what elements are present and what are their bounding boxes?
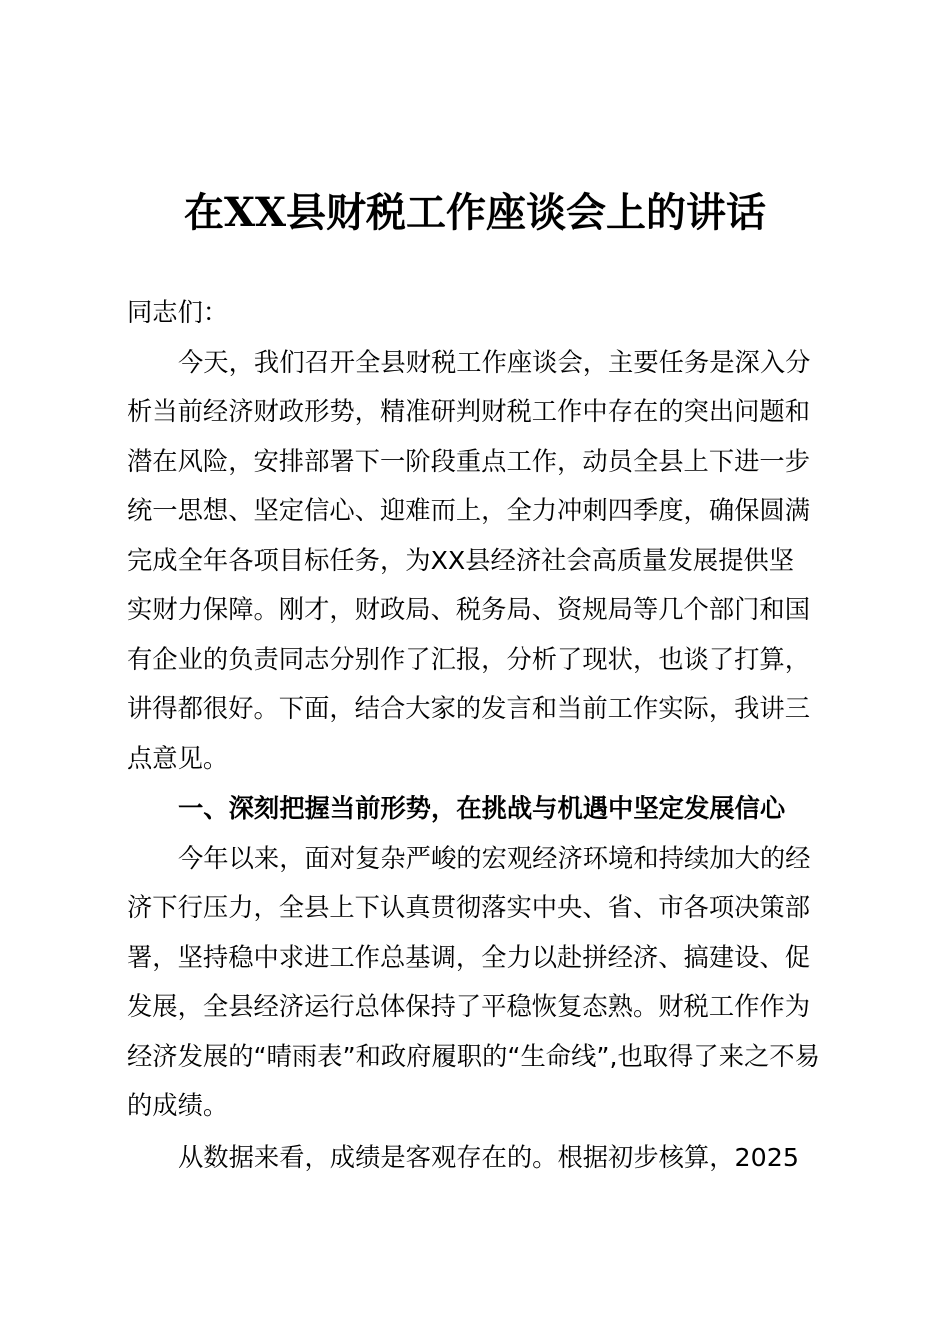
- paragraph-line: 发展，全县经济运行总体保持了平稳恢复态熟。财税工作作为: [127, 992, 811, 1021]
- document-title: 在XX县财税工作座谈会上的讲话: [183, 189, 767, 236]
- paragraph-line: 讲得都很好。下面，结合大家的发言和当前工作实际，我讲三: [127, 694, 811, 723]
- paragraph-line: 潜在风险，安排部署下一阶段重点工作，动员全县上下进一步: [127, 447, 811, 476]
- salutation: 同志们：: [127, 298, 229, 327]
- paragraph-line: 析当前经济财政形势，精准研判财税工作中存在的突出问题和: [127, 397, 811, 426]
- paragraph-line: 有企业的负责同志分别作了汇报，分析了现状，也谈了打算，: [127, 645, 811, 674]
- paragraph-line: 实财力保障。刚才，财政局、税务局、资规局等几个部门和国: [127, 595, 811, 624]
- paragraph-line: 今年以来，面对复杂严峻的宏观经济环境和持续加大的经: [178, 844, 811, 873]
- paragraph-line: 点意见。: [127, 744, 229, 773]
- paragraph-line: 济下行压力，全县上下认真贯彻落实中央、省、市各项决策部: [127, 893, 811, 922]
- paragraph-line: 统一思想、坚定信心、迎难而上，全力冲刺四季度，确保圆满: [127, 496, 811, 525]
- section-heading: 一、深刻把握当前形势，在挑战与机遇中坚定发展信心: [178, 794, 786, 823]
- paragraph-line: 完成全年各项目标任务，为XX县经济社会高质量发展提供坚: [127, 546, 795, 575]
- paragraph-line: 署，坚持稳中求进工作总基调，全力以赴拼经济、搞建设、促: [127, 943, 811, 972]
- paragraph-line: 从数据来看，成绩是客观存在的。根据初步核算，2025: [178, 1143, 799, 1172]
- paragraph-line: 经济发展的“晴雨表”和政府履职的“生命线”,也取得了来之不易: [127, 1042, 820, 1071]
- paragraph-line: 今天，我们召开全县财税工作座谈会，主要任务是深入分: [178, 348, 811, 377]
- paragraph-line: 的成绩。: [127, 1091, 229, 1120]
